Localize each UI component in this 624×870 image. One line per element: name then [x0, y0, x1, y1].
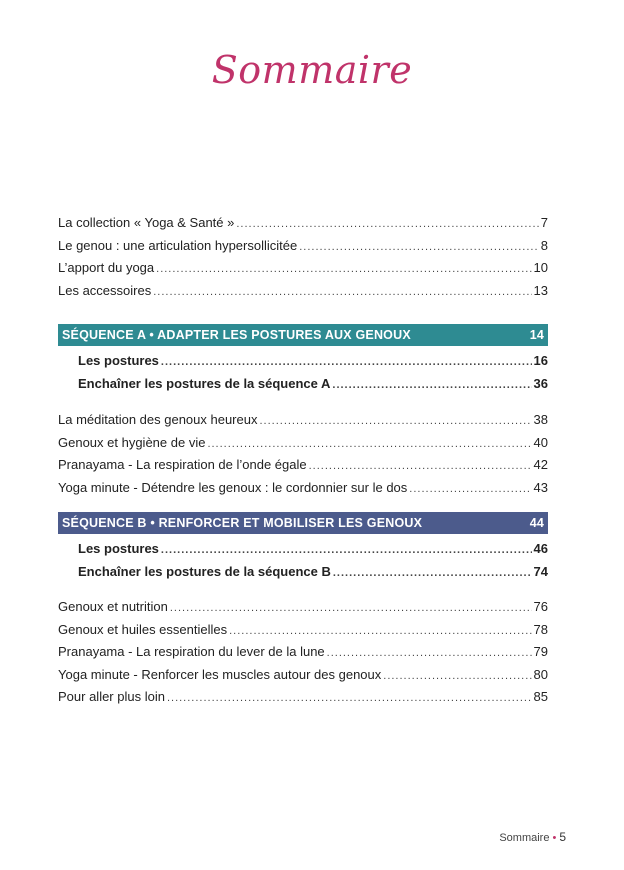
leader-dots — [309, 455, 532, 478]
toc-entry-label: Yoga minute - Détendre les genoux : le cordonnier sur le dos — [58, 479, 408, 495]
toc-entry[interactable] — [58, 454, 548, 477]
leader-dots — [333, 562, 532, 585]
toc-entry-page: 79 — [533, 644, 548, 659]
toc-entry-page: 76 — [533, 599, 548, 614]
toc-subentry[interactable] — [58, 561, 548, 584]
leader-dots — [167, 687, 532, 710]
leader-dots — [229, 620, 531, 643]
toc-entry-page: 38 — [533, 412, 548, 427]
toc-entry-label: Pranayama - La respiration du lever de la lune — [58, 644, 325, 659]
page-title: Sommaire — [211, 48, 413, 92]
toc-entry-label: Le genou : une articulation hypersollicitée — [58, 237, 298, 253]
sequence-a-header[interactable] — [58, 324, 548, 346]
toc-entry-label: Genoux et hygiène de vie — [58, 434, 206, 450]
leader-dots — [383, 665, 531, 688]
toc-entry-label: Enchaîner les postures de la séquence B — [78, 563, 331, 579]
footer-bullet: • — [552, 832, 557, 844]
leader-dots — [161, 539, 532, 562]
toc-entry-page: 85 — [533, 689, 548, 704]
toc-final-section — [58, 596, 548, 709]
toc-entry-label: La collection « Yoga & Santé » — [58, 215, 235, 230]
toc-entry-page: 13 — [533, 282, 548, 298]
page-number: 5 — [559, 830, 566, 844]
toc-entry-page: 40 — [533, 434, 548, 450]
leader-dots — [409, 478, 531, 501]
toc-entry-label: La méditation des genoux heureux — [58, 412, 258, 427]
page-footer — [499, 830, 566, 844]
toc-intro-section — [58, 212, 548, 302]
toc-entry-label: Les postures — [78, 353, 159, 368]
toc-entry-page: 8 — [540, 237, 548, 253]
toc-entry[interactable] — [58, 432, 548, 455]
toc-entry[interactable] — [58, 664, 548, 687]
leader-dots — [170, 597, 532, 620]
toc-entry[interactable] — [58, 619, 548, 642]
toc-entry-label: Pour aller plus loin — [58, 689, 165, 704]
leader-dots — [327, 642, 532, 665]
sequence-a-page: 14 — [529, 328, 544, 342]
toc-entry[interactable] — [58, 686, 548, 709]
sequence-b-title: SÉQUENCE B • RENFORCER ET MOBILISER LES GENOUX — [62, 516, 423, 530]
sequence-b-header[interactable] — [58, 512, 548, 534]
toc-entry[interactable] — [58, 257, 548, 280]
toc-entry-page: 7 — [540, 215, 548, 230]
toc-entry-label: Les accessoires — [58, 282, 152, 298]
footer-label: Sommaire — [499, 832, 550, 844]
toc-entry-label: Genoux et nutrition — [58, 599, 168, 614]
toc-entry-label: Yoga minute - Renforcer les muscles autour des genoux — [58, 666, 382, 682]
toc-subentry[interactable] — [58, 350, 548, 373]
toc-middle-section — [58, 409, 548, 499]
leader-dots — [161, 351, 532, 374]
toc-entry[interactable] — [58, 280, 548, 303]
toc-entry-page: 80 — [533, 666, 548, 682]
leader-dots — [299, 236, 539, 259]
leader-dots — [332, 374, 531, 397]
toc-entry-page: 10 — [533, 260, 548, 275]
toc-entry-label: L’apport du yoga — [58, 260, 155, 275]
toc-entry-page: 74 — [533, 563, 548, 579]
sequence-b-page: 44 — [529, 516, 544, 530]
toc-entry[interactable] — [58, 596, 548, 619]
toc-subentry[interactable] — [58, 373, 548, 396]
leader-dots — [156, 258, 531, 281]
toc-entry-page: 78 — [533, 621, 548, 637]
toc-entry-page: 16 — [533, 353, 548, 368]
toc-entry[interactable] — [58, 641, 548, 664]
leader-dots — [259, 410, 531, 433]
sequence-a-title: SÉQUENCE A • ADAPTER LES POSTURES AUX GENOUX — [62, 328, 411, 342]
toc-subentry[interactable] — [58, 538, 548, 561]
leader-dots — [153, 281, 531, 304]
sequence-a-section — [58, 324, 548, 395]
toc-entry-page: 46 — [533, 541, 548, 556]
toc-entry-label: Pranayama - La respiration de l’onde égale — [58, 457, 307, 472]
toc-entry[interactable] — [58, 409, 548, 432]
toc-entry-label: Enchaîner les postures de la séquence A — [78, 375, 331, 391]
leader-dots — [236, 213, 538, 236]
toc-entry-page: 43 — [533, 479, 548, 495]
toc-entry-label: Genoux et huiles essentielles — [58, 621, 228, 637]
toc-entry-page: 36 — [533, 375, 548, 391]
toc-entry[interactable] — [58, 235, 548, 258]
toc-entry-page: 42 — [533, 457, 548, 472]
leader-dots — [207, 433, 531, 456]
toc-entry[interactable] — [58, 477, 548, 500]
toc-entry[interactable] — [58, 212, 548, 235]
sequence-b-section — [58, 512, 548, 583]
toc-entry-label: Les postures — [78, 541, 159, 556]
